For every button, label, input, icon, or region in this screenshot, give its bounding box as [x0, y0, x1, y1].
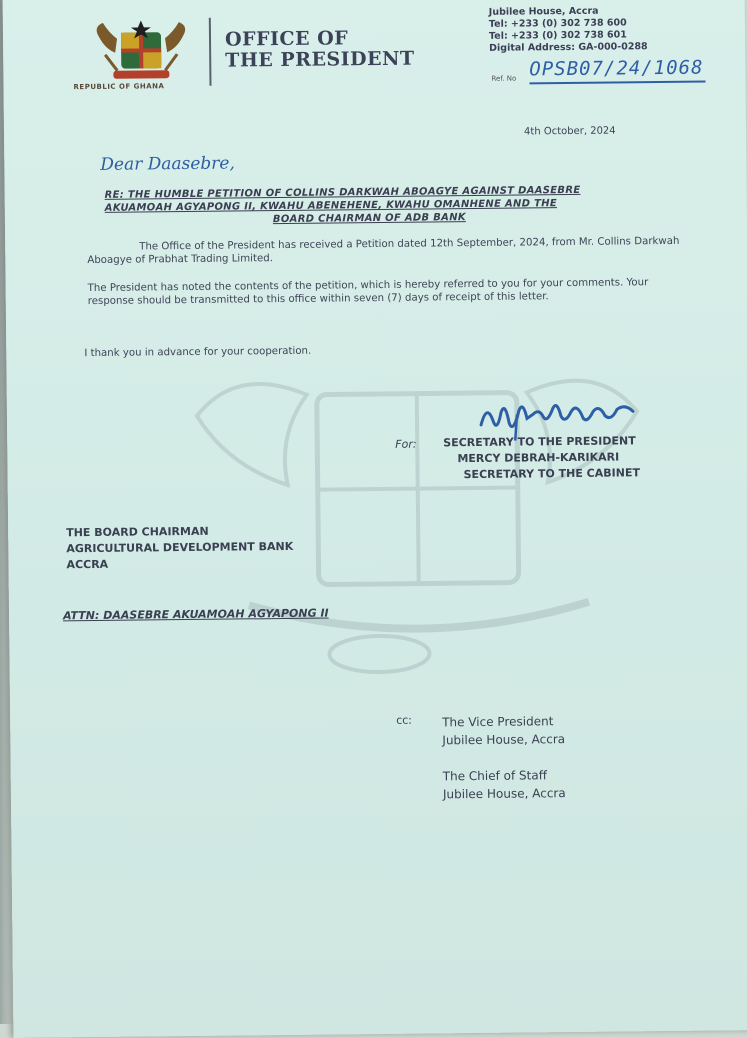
republic-label: REPUBLIC OF GHANA	[73, 82, 165, 92]
office-title-line2: THE PRESIDENT	[225, 47, 415, 72]
body-paragraph-3: I thank you in advance for your cooperation.	[84, 345, 312, 360]
contact-digital-address: Digital Address: GA-000-0288	[489, 41, 648, 54]
contact-block	[489, 5, 648, 55]
contact-tel2: Tel: +233 (0) 302 738 601	[488, 29, 627, 42]
office-title-line1: OFFICE OF	[224, 27, 349, 51]
addressee-line2: AGRICULTURAL DEVELOPMENT BANK	[66, 539, 294, 556]
cc-recipient-name: The Vice President	[442, 714, 554, 730]
letterhead-divider	[209, 18, 212, 86]
signatory-line1: SECRETARY TO THE PRESIDENT	[443, 434, 636, 450]
cc-recipient-name: The Chief of Staff	[442, 768, 548, 784]
addressee-line1: THE BOARD CHAIRMAN	[66, 524, 209, 540]
signatory-line3: SECRETARY TO THE CABINET	[463, 466, 640, 482]
addressee-block	[66, 523, 293, 573]
subject-heading	[105, 183, 665, 228]
contact-tel1: Tel: +233 (0) 302 738 600	[488, 17, 627, 30]
coat-of-arms-icon	[91, 18, 192, 89]
cc-recipient-address: Jubilee House, Accra	[442, 732, 566, 748]
for-label: For:	[395, 437, 417, 451]
subject-line2: AKUAMOAH AGYAPONG II, KWAHU ABENEHENE, KWAHU OMANHENE AND THE	[104, 198, 558, 214]
cc-recipient	[442, 712, 565, 749]
ref-label: Ref. No	[491, 74, 517, 83]
ref-underline	[529, 81, 705, 84]
signatory-block	[443, 433, 640, 483]
signatory-name: MERCY DEBRAH-KARIKARI	[457, 450, 620, 466]
subject-line3: BOARD CHAIRMAN OF ADB BANK	[272, 212, 466, 226]
letter-date: 4th October, 2024	[523, 125, 616, 138]
cc-list	[442, 712, 566, 821]
body-paragraph-2: The President has noted the contents of the petition, which is hereby referred to you for your comments. Your response should be transmitted to this office within seven (7) days of receipt of this letter.	[87, 277, 649, 308]
contact-address: Jubilee House, Accra	[488, 5, 599, 18]
cc-recipient-address: Jubilee House, Accra	[442, 786, 566, 802]
letter-page	[3, 0, 747, 1038]
cc-label: cc:	[396, 713, 413, 727]
office-title	[225, 28, 415, 72]
subject-line1: RE: THE HUMBLE PETITION OF COLLINS DARKWAH ABOAGYE AGAINST DAASEBRE	[104, 184, 581, 201]
body-paragraph-1: The Office of the President has received a Petition dated 12th September, 2024, from Mr. Collins Darkwah Aboagye of Prabhat Trading Limited.	[87, 235, 680, 267]
attention-line: ATTN: DAASEBRE AKUAMOAH AGYAPONG II	[62, 606, 329, 623]
addressee-line3: ACCRA	[66, 557, 109, 572]
cc-recipient	[443, 766, 566, 803]
salutation: Dear Daasebre,	[100, 153, 235, 175]
ref-number: OPSB07/24/1068	[529, 56, 704, 81]
